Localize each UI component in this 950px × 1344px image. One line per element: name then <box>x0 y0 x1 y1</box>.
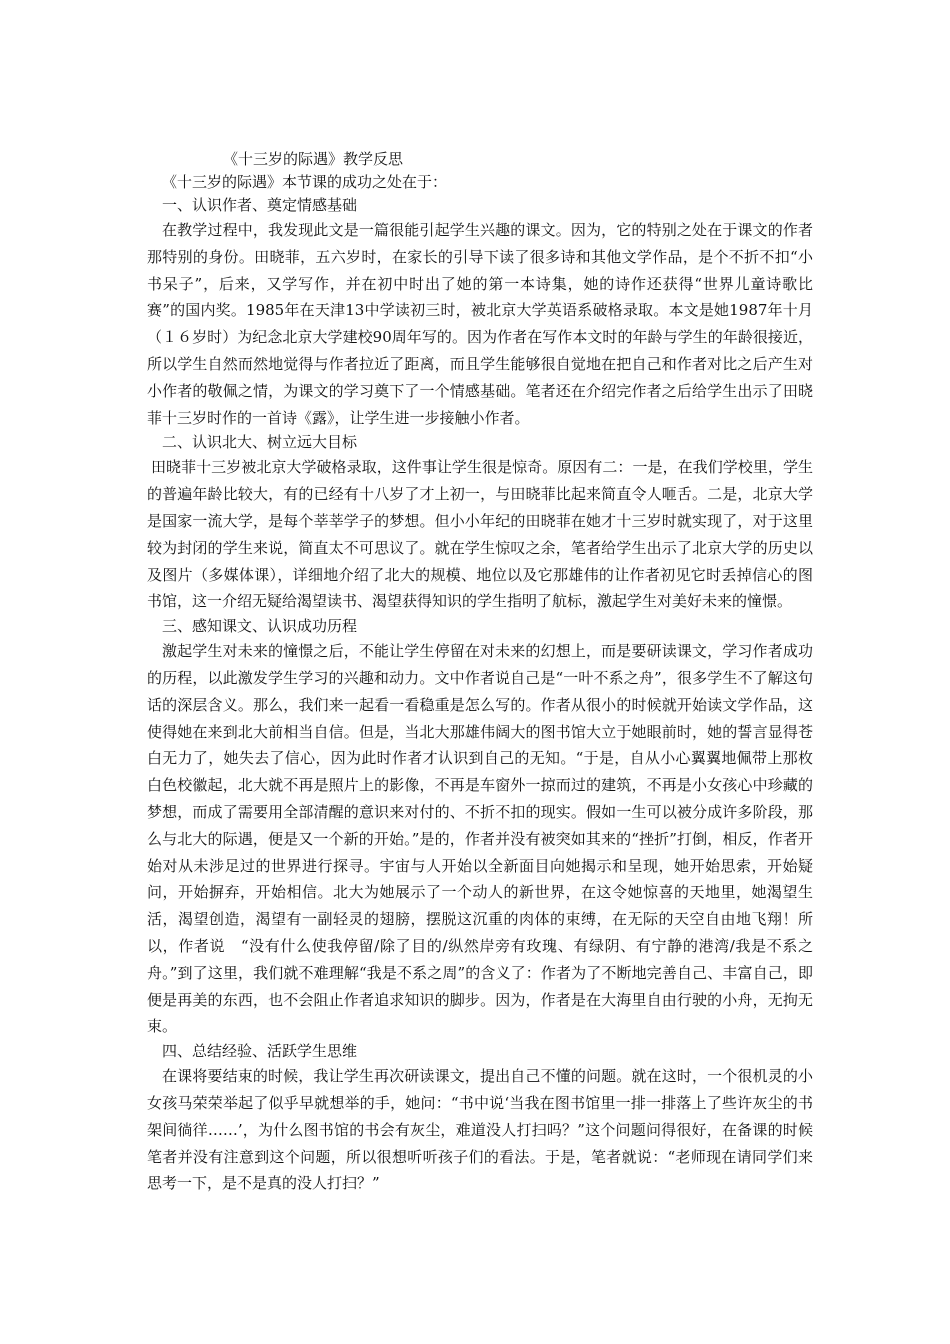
section-body-3: 激起学生对未来的憧憬之后，不能让学生停留在对未来的幻想上，而是要研读课文，学习作者成功的历程，以此激发学生学习的兴趣和动力。文中作者说自己是“一叶不系之舟”，很多学生不了解这句话的深层含义。那么，我们来一起看一看稳重是怎么写的。作者从很小的时候就开始读文学作品，这使得她在来到北大前相当自信。但是，当北大那雄伟阔大的图书馆大立于她眼前时，她的誓言显得苍白无力了，她失去了信心，因为此时作者才认识到自己的无知。“于是，自从小心翼翼地佩带上那枚白色校徽起，北大就不再是照片上的影像，不再是车窗外一掠而过的建筑，不再是小女孩心中珍藏的梦想，而成了需要用全部清醒的意识来对付的、不折不扣的现实。假如一生可以被分成许多阶段，那么与北大的际遇，便是又一个新的开始。”是的，作者并没有被突如其来的“挫折”打倒，相反，作者开始对从未涉足过的世界进行探寻。宇宙与人开始以全新面目向她揭示和呈现，她开始思索，开始疑问，开始摒弃，开始相信。北大为她展示了一个动人的新世界，在这令她惊喜的天地里，她渴望生活，渴望创造，渴望有一副轻灵的翅膀，摆脱这沉重的肉体的束缚，在无际的天空自由地飞翔！所以，作者说 “没有什么使我停留/除了目的/纵然岸旁有玫瑰、有绿阴、有宁静的港湾/我是不系之舟。”到了这里，我们就不难理解“我是不系之周”的含义了：作者为了不断地完善自己、丰富自己，即便是再美的东西，也不会阻止作者追求知识的脚步。因为，作者是在大海里自由行驶的小舟，无拘无束。 <box>147 642 813 1036</box>
document-content <box>147 148 813 1197</box>
section-heading-3: 三、感知课文、认识成功历程 <box>162 617 358 636</box>
section-heading-4: 四、总结经验、活跃学生思维 <box>162 1042 358 1061</box>
document-title: 《十三岁的际遇》教学反思 <box>223 150 404 168</box>
section-body-1: 在教学过程中，我发现此文是一篇很能引起学生兴趣的课文。因为，它的特别之处在于课文的作者那特别的身份。田晓菲，五六岁时，在家长的引导下读了很多诗和其他文学作品，是个不折不扣“小书呆子”，后来，又学写作，并在初中时出了她的第一本诗集，她的诗作还获得“世界儿童诗歌比赛”的国内奖。1985年在天津13中学读初三时，被北京大学英语系破格录取。本文是她1987年十月（１６岁时）为纪念北京大学建校90周年写的。因为作者在写作本文时的年龄与学生的年龄很接近，所以学生自然而然地觉得与作者拉近了距离，而且学生能够很自觉地在把自己和作者对比之后产生对小作者的敬佩之情，为课文的学习奠下了一个情感基础。笔者还在介绍完作者之后给学生出示了田晓菲十三岁时作的一首诗《露》，让学生进一步接触小作者。 <box>147 221 813 427</box>
section-body-4: 在课将要结束的时候，我让学生再次研读课文，提出自己不懂的问题。就在这时，一个很机灵的小女孩马荣荣举起了似乎早就想举的手，她问：“书中说‘当我在图书馆里一排一排落上了些许灰尘的书架间徜徉……’，为什么图书馆的书会有灰尘，难道没人打扫吗？”这个问题问得很好，在备课的时候笔者并没有注意到这个问题，所以很想听听孩子们的看法。于是，笔者就说：“老师现在请同学们来思考一下，是不是真的没人打扫？” <box>147 1067 813 1193</box>
section-heading-1: 一、认识作者、奠定情感基础 <box>162 196 358 214</box>
intro-line: 《十三岁的际遇》本节课的成功之处在于： <box>162 173 448 191</box>
section-body-2: 田晓菲十三岁被北京大学破格录取，这件事让学生很是惊奇。原因有二：一是，在我们学校里，学生的普遍年龄比较大，有的已经有十八岁了才上初一，与田晓菲比起来简直令人咂舌。二是，北京大学是国家一流大学，是每个莘莘学子的梦想。但小小年纪的田晓菲在她才十三岁时就实现了，对于这里较为封闭的学生来说，简直太不可思议了。就在学生惊叹之余，笔者给学生出示了北京大学的历史以及图片（多媒体课），详细地介绍了北大的规模、地位以及它那雄伟的让作者初见它时丢掉信心的图书馆，这一介绍无疑给渴望读书、渴望获得知识的学生指明了航标，激起学生对美好未来的憧憬。 <box>147 458 813 611</box>
section-heading-2: 二、认识北大、树立远大目标 <box>162 433 358 452</box>
